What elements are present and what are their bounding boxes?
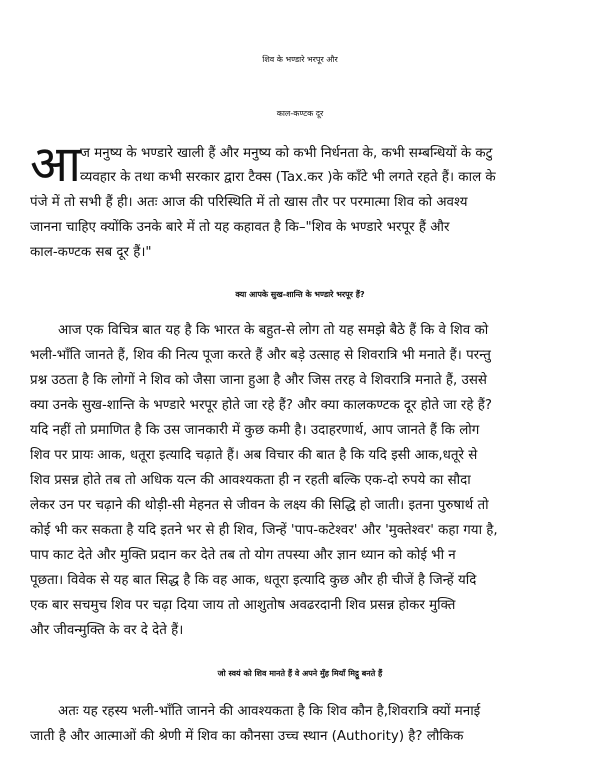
drop-cap: आ [30, 135, 82, 193]
section-heading-2: जो स्वयं को शिव मानते हैं वे अपने मुँह मियाँ मिट्ठू बनते हैं [217, 669, 383, 678]
text-line: यदि नहीं तो प्रमाणित है कि उस जानकारी में कुछ कमी है। उदाहरणार्थ, आप जानते हैं कि लोग [30, 423, 480, 438]
text-line: अतः यह रहस्य भली-भाँति जानने की आवश्यकता है कि शिव कौन है,शिवरात्रि क्यों मनाई [58, 704, 481, 719]
text-line: एक बार सचमुच शिव पर चढ़ा दिया जाय तो आशुतोष अवढरदानी शिव प्रसन्न होकर मुक्ति [30, 598, 456, 613]
text-line: पाप काट देते और मुक्ति प्रदान कर देते तब तो योग तपस्या और ज्ञान ध्यान को कोई भी न [30, 548, 456, 563]
page-title-line-2: काल-कण्टक दूर [276, 109, 324, 118]
text-line: भली-भाँति जानते हैं, शिव की नित्य पूजा करते हैं और बड़े उत्साह से शिवरात्रि भी मनाते हैं। परन्तु [30, 348, 491, 363]
text-line: लेकर उन पर चढ़ाने की थोड़ी-सी मेहनत से जीवन के लक्ष्य की सिद्धि हो जाती। इतना पुरुषार्थ तो [30, 498, 489, 513]
text-line: और जीवन्मुक्ति के वर दे देते हैं। [30, 623, 184, 638]
text-line: शिव प्रसन्न होते तब तो अधिक यत्न की आवश्यकता ही न रहती बल्कि एक-दो रुपये का सौदा [30, 473, 471, 488]
text-line: कोई भी कर सकता है यदि इतने भर से ही शिव, जिन्हें 'पाप-कटेश्वर' और 'मुक्तेश्वर' कहा गया है, [30, 523, 498, 538]
text-line: पूछता। विवेक से यह बात सिद्ध है कि वह आक, धतूरा इत्यादि कुछ और ही चीजें है जिन्हें यदि [30, 573, 477, 588]
text-line: क्या उनके सुख-शान्ति के भण्डारे भरपूर होते जा रहे हैं? और क्या कालकण्टक दूर होते जा रहे हैं? [30, 398, 492, 413]
text-line: जानना चाहिए क्योंकि उनके बारे में तो यह कहावत है कि–"शिव के भण्डारे भरपूर हैं और [30, 220, 450, 235]
text-line: व्यवहार के तथा कभी सरकार द्वारा टैक्स (Tax.कर )के काँटे भी लगते रहते हैं। काल के [80, 170, 496, 185]
section-heading-1: क्या आपके सुख-शान्ति के भण्डारे भरपूर हैं? [235, 290, 365, 299]
text-line: प्रश्न उठता है कि लोगों ने शिव को जैसा जाना हुआ है और जिस तरह वे शिवरात्रि मनाते हैं, उससे [30, 373, 487, 388]
text-line: पंजे में तो सभी हैं ही। अतः आज की परिस्थिति में तो खास तौर पर परमात्मा शिव को अवश्य [30, 195, 468, 210]
text-line: ज मनुष्य के भण्डारे खाली हैं और मनुष्य को कभी निर्धनता के, कभी सम्बन्धियों के कटु [80, 146, 493, 161]
page-title-line-1: शिव के भण्डारे भरपूर और [262, 55, 338, 64]
text-line: आज एक विचित्र बात यह है कि भारत के बहुत-से लोग तो यह समझे बैठे हैं कि वे शिव को [58, 323, 489, 338]
text-line: शिव पर प्रायः आक, धतूरा इत्यादि चढ़ाते हैं। अब विचार की बात है कि यदि इसी आक,धतूरे से [30, 448, 478, 463]
text-line: काल-कण्टक सब दूर हैं।" [30, 245, 152, 260]
text-line: जाती है और आत्माओं की श्रेणी में शिव का कौनसा उच्च स्थान (Authority) है? लौकिक [30, 729, 464, 744]
